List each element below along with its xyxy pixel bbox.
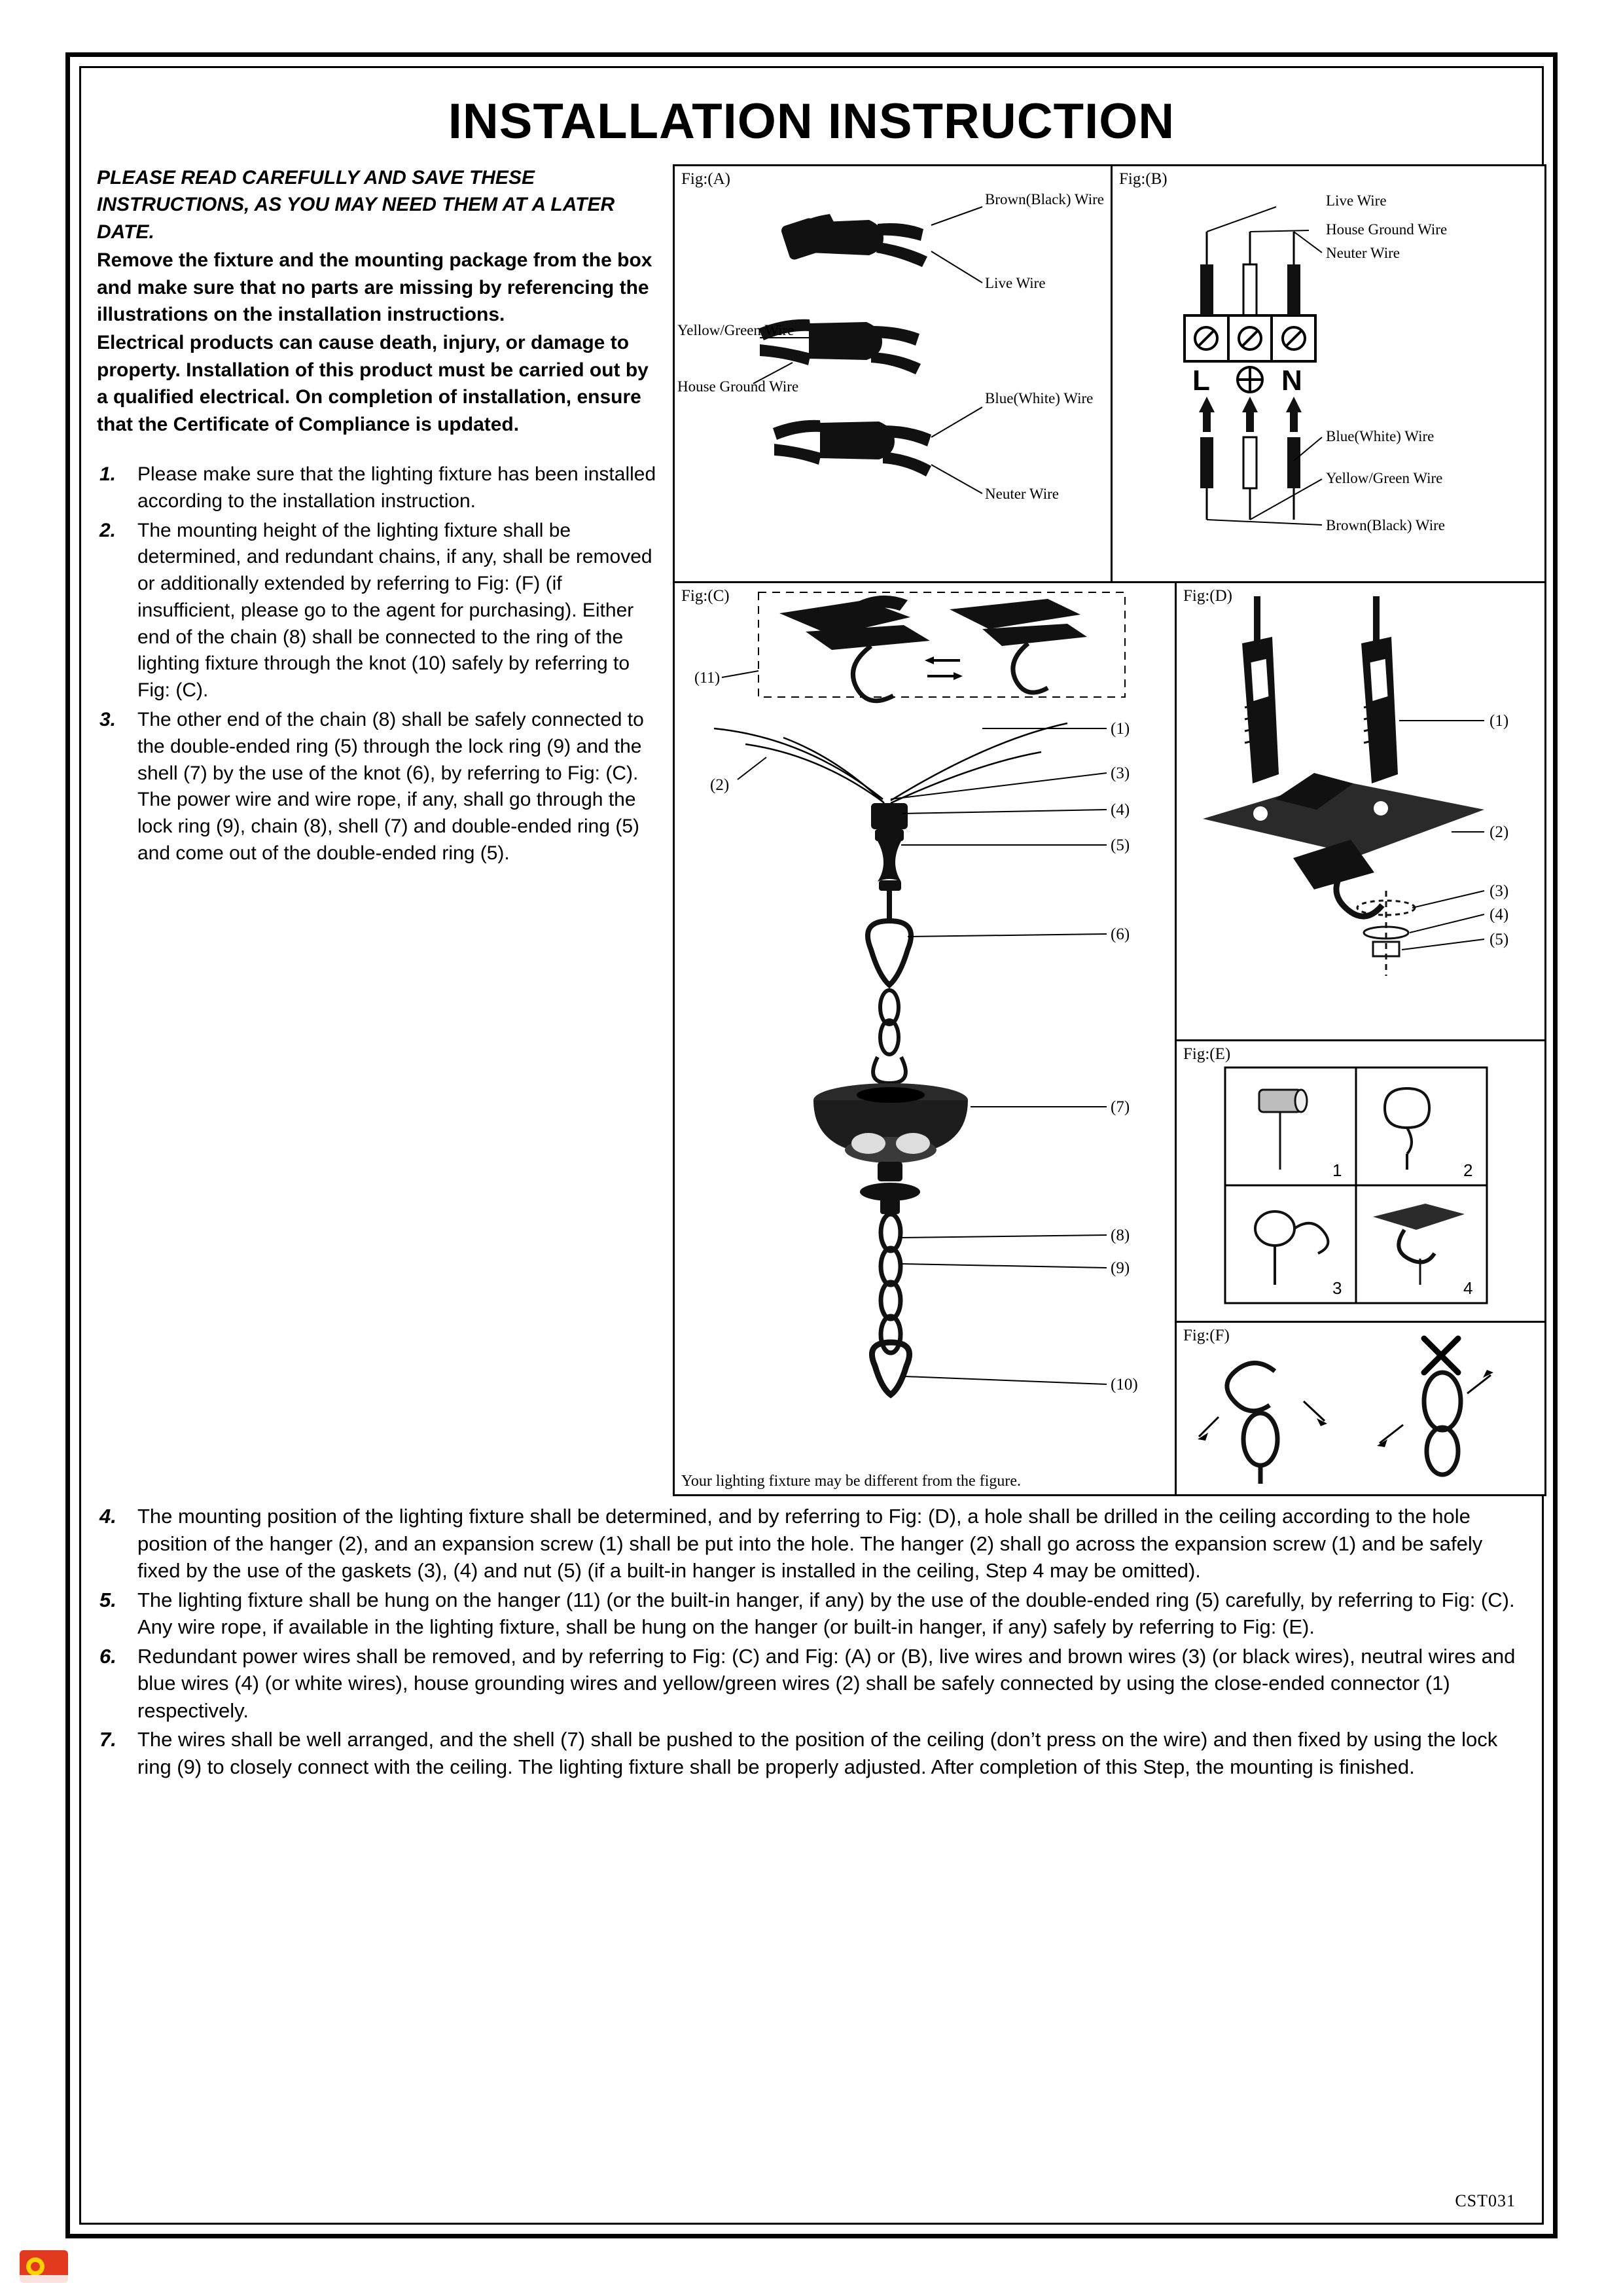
spacer xyxy=(97,439,664,461)
step-item xyxy=(97,1643,1526,1725)
svg-text:1: 1 xyxy=(1332,1160,1342,1180)
figure-d xyxy=(1177,583,1546,1041)
svg-text:L: L xyxy=(1192,365,1210,397)
step-text: The mounting position of the lighting fixture shall be determined, and by referring to Fig: (D), a hole shall be drilled in the ceiling according to the hole position of the hanger (2), and an expansion screw (1) shall be put into the hole. The hanger (2) shall go across the expansion screw (1) and be safely fixed by the use of the gaskets (3), (4) and nut (5) (if a built-in hanger is installed in the ceiling, Step 4 may be omitted). xyxy=(137,1505,1483,1583)
step-text: The mounting height of the lighting fixture shall be determined, and redundant chains, if any, shall be removed or additionally extended by referring to Fig: (F) (if insufficient, please go to the agent for purchasing). Either end of the chain (8) shall be connected to the ring of the lighting fixture through the knot (10) safely by referring to Fig: (C). xyxy=(137,519,652,702)
step-text: The lighting fixture shall be hung on the hanger (11) (or the built-in hanger, if any) by the use of the double-ended ring (5) carefully, by referring to Fig: (C). Any wire rope, if available in the lighting fixture, shall be hung on the hanger (or built-in hanger, if any) safely by referring to Fig: (E). xyxy=(137,1588,1515,1639)
svg-text:Brown(Black) Wire: Brown(Black) Wire xyxy=(985,191,1104,207)
step-item xyxy=(97,707,664,867)
svg-text:4: 4 xyxy=(1463,1278,1473,1298)
step-item xyxy=(97,518,664,705)
svg-text:(2): (2) xyxy=(1489,823,1509,841)
instruction-sheet xyxy=(65,52,1558,2238)
svg-text:N: N xyxy=(1281,365,1302,397)
page-title: INSTALLATION INSTRUCTION xyxy=(448,94,1175,149)
figure-d-label: Fig:(D) xyxy=(1183,587,1232,605)
svg-text:(2): (2) xyxy=(710,776,730,794)
figure-c xyxy=(673,583,1177,1496)
step-number: 7. xyxy=(99,1728,116,1751)
step-item xyxy=(97,461,664,515)
svg-text:(11): (11) xyxy=(694,670,721,687)
step-text: The other end of the chain (8) shall be safely connected to the double-ended ring (5) through the lock ring (9) and the shell (7) by the use of the knot (6), by referring to Fig: (C). The power wire and wire rope, if any, shall go through the lock ring (9), chain (8), shell (7) and double-ended ring (5) and come out of the double-ended ring (5). xyxy=(137,709,644,865)
figure-d-diagram xyxy=(1177,583,1541,1037)
figure-e-label: Fig:(E) xyxy=(1183,1045,1231,1063)
figure-c-diagram xyxy=(675,583,1175,1493)
content-columns xyxy=(97,164,1526,1496)
svg-text:(3): (3) xyxy=(1489,882,1509,900)
figure-f-label: Fig:(F) xyxy=(1183,1327,1230,1344)
svg-text:Live Wire: Live Wire xyxy=(985,275,1046,291)
step-item xyxy=(97,1503,1526,1585)
svg-text:(7): (7) xyxy=(1111,1098,1130,1116)
figure-f-diagram xyxy=(1177,1323,1541,1492)
step-number: 3. xyxy=(99,709,116,731)
figure-row-ab xyxy=(673,164,1546,583)
figure-c-note: Your lighting fixture may be different from the figure. xyxy=(681,1473,1021,1490)
step-number: 1. xyxy=(99,463,116,485)
svg-text:3: 3 xyxy=(1332,1278,1342,1298)
sheet-inner-border xyxy=(79,66,1544,2225)
figure-e-diagram xyxy=(1177,1041,1541,1319)
svg-text:Brown(Black) Wire: Brown(Black) Wire xyxy=(1326,517,1445,533)
steps-list-upper xyxy=(97,461,664,867)
steps-list-lower xyxy=(97,1503,1526,1780)
figure-a-label: Fig:(A) xyxy=(681,170,730,188)
svg-text:(1): (1) xyxy=(1111,720,1130,738)
svg-text:(3): (3) xyxy=(1111,764,1130,782)
read-carefully-warning: PLEASE READ CAREFULLY AND SAVE THESE INSTRUCTIONS, AS YOU MAY NEED THEM AT A LATER DATE. xyxy=(97,167,615,243)
steps-bottom-block xyxy=(97,1503,1526,1780)
svg-text:2: 2 xyxy=(1463,1160,1473,1180)
svg-text:Blue(White) Wire: Blue(White) Wire xyxy=(985,390,1094,406)
svg-text:Yellow/Green Wire: Yellow/Green Wire xyxy=(1326,470,1443,486)
figures-column xyxy=(673,164,1546,1496)
figures-def-stack xyxy=(1177,583,1546,1496)
svg-text:(8): (8) xyxy=(1111,1227,1130,1244)
figure-a xyxy=(673,164,1113,583)
figure-c-label: Fig:(C) xyxy=(681,587,730,605)
svg-text:(10): (10) xyxy=(1111,1376,1138,1393)
svg-text:Neuter Wire: Neuter Wire xyxy=(1326,245,1400,261)
svg-text:(1): (1) xyxy=(1489,712,1509,730)
svg-text:(5): (5) xyxy=(1489,931,1509,948)
figure-b xyxy=(1113,164,1546,583)
svg-text:(4): (4) xyxy=(1111,801,1130,819)
step-text: The wires shall be well arranged, and the shell (7) shall be pushed to the position of the ceiling (don’t press on the wire) and then fixed by using the lock ring (9) to closely connect with the ceiling. The lighting fixture shall be properly adjusted. After completion of this Step, the mounting is finished. xyxy=(137,1728,1498,1778)
svg-text:Blue(White) Wire: Blue(White) Wire xyxy=(1326,428,1435,444)
figure-b-diagram xyxy=(1113,166,1544,581)
svg-text:House Ground Wire: House Ground Wire xyxy=(677,378,799,395)
svg-text:(4): (4) xyxy=(1489,906,1509,924)
svg-text:Live Wire: Live Wire xyxy=(1326,192,1387,209)
svg-text:(9): (9) xyxy=(1111,1259,1130,1277)
svg-text:(5): (5) xyxy=(1111,836,1130,854)
step-number: 2. xyxy=(99,519,116,541)
figure-row-cdef xyxy=(673,583,1546,1496)
svg-text:(6): (6) xyxy=(1111,925,1130,943)
figure-e xyxy=(1177,1041,1546,1323)
step-number: 5. xyxy=(99,1588,116,1611)
step-text: Redundant power wires shall be removed, and by referring to Fig: (C) and Fig: (A) or (B), live wires and brown wires (3) (or black wires), neutral wires and blue wires (4) (or white wires), house grounding wires and yellow/green wires (2) shall be safely connected by using the close-ended connector (1) respectively. xyxy=(137,1644,1516,1722)
step-item xyxy=(97,1726,1526,1780)
brand-logo xyxy=(18,2244,69,2289)
step-number: 6. xyxy=(99,1644,116,1668)
intro-paragraph-2: Electrical products can cause death, injury, or damage to property. Installation of this product must be carried out by a qualified electrical. On completion of installation, ensure that the Certificate of Compliance is updated. xyxy=(97,332,649,435)
step-item xyxy=(97,1587,1526,1641)
figure-f xyxy=(1177,1323,1546,1496)
figure-b-label: Fig:(B) xyxy=(1119,170,1168,188)
figure-a-diagram xyxy=(675,166,1111,581)
step-text: Please make sure that the lighting fixture has been installed according to the installation instruction. xyxy=(137,463,656,512)
step-number: 4. xyxy=(99,1505,116,1528)
intro-paragraph-1: Remove the fixture and the mounting package from the box and make sure that no parts are missing by referencing the illustrations on the installation instructions. xyxy=(97,249,652,325)
svg-text:Yellow/Green Wire: Yellow/Green Wire xyxy=(677,322,794,338)
left-text-column xyxy=(97,164,673,870)
document-code: CST031 xyxy=(1455,2191,1516,2210)
svg-text:House Ground Wire: House Ground Wire xyxy=(1326,221,1448,238)
svg-text:Neuter Wire: Neuter Wire xyxy=(985,486,1059,502)
